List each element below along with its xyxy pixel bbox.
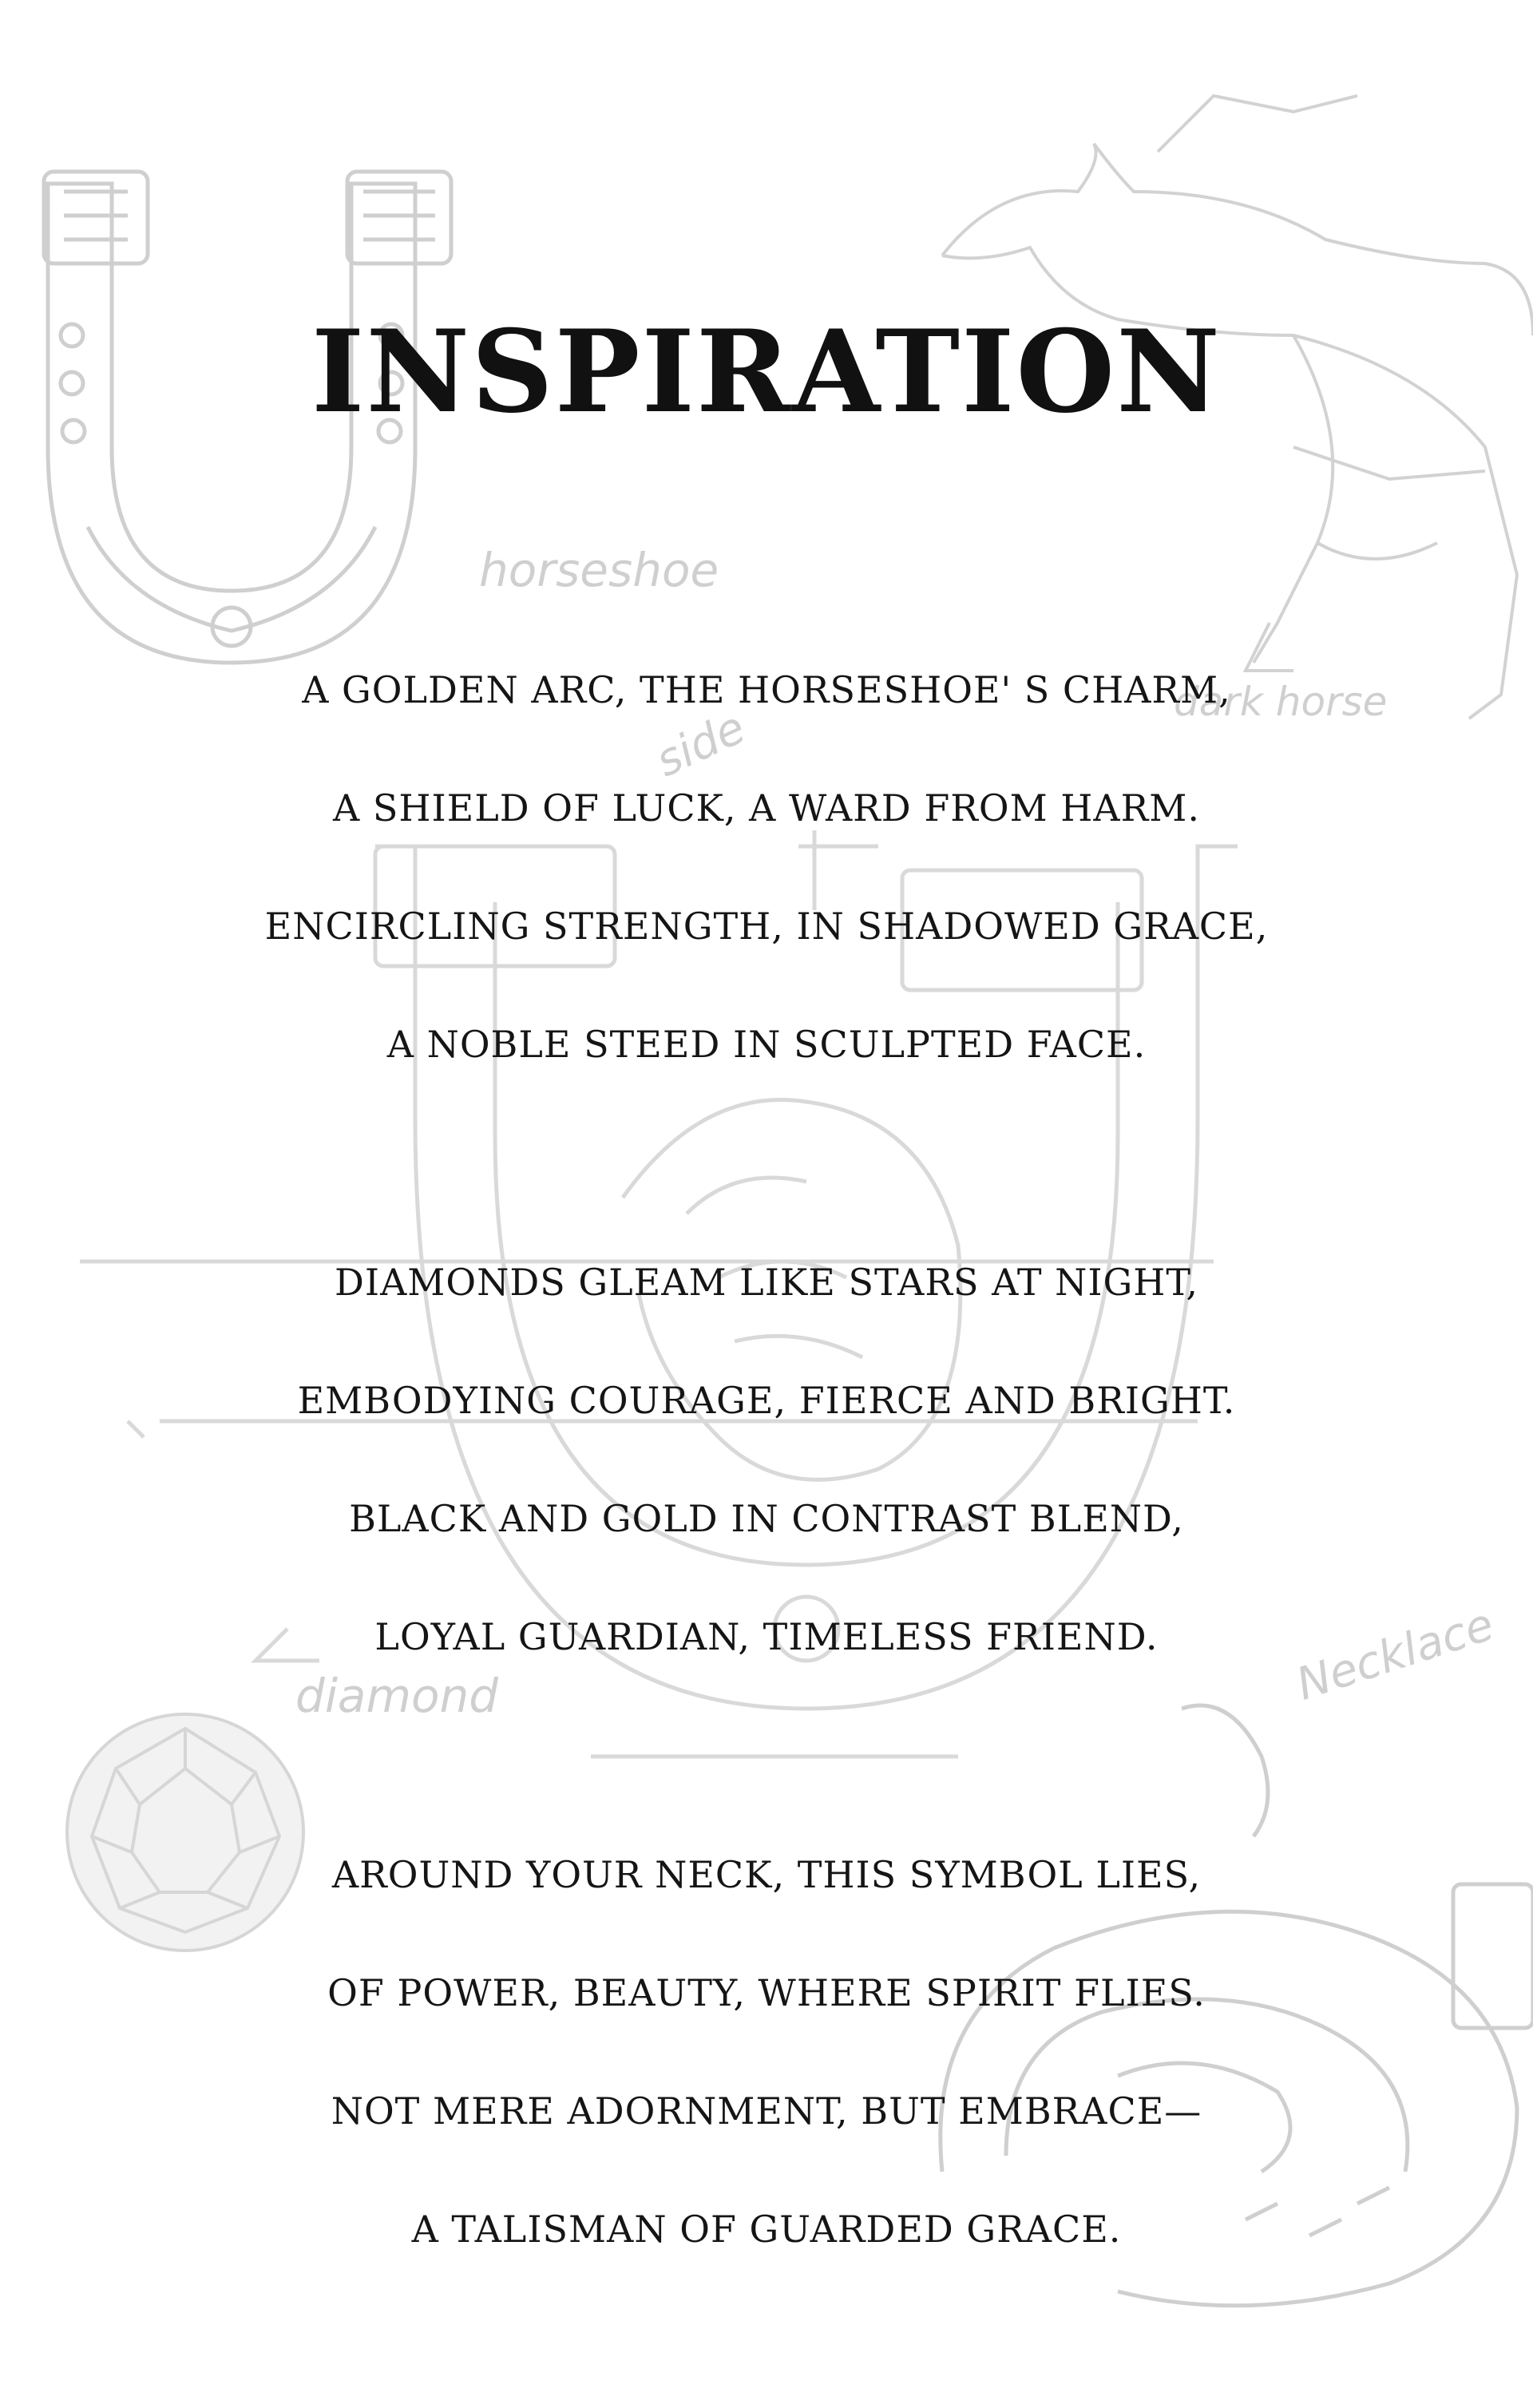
- poem-line: A TALISMAN OF GUARDED GRACE.: [411, 2208, 1122, 2251]
- poem-line: LOYAL GUARDIAN, TIMELESS FRIEND.: [374, 1615, 1159, 1658]
- stanza-3: [0, 1816, 1533, 2288]
- stanza-1: [0, 631, 1533, 1103]
- note-necklace: Necklace: [1290, 1598, 1500, 1711]
- poem-line: A NOBLE STEED IN SCULPTED FACE.: [386, 1023, 1147, 1066]
- poem-line: A GOLDEN ARC, THE HORSESHOE' S CHARM,: [302, 668, 1231, 711]
- poem-line: AROUND YOUR NECK, THIS SYMBOL LIES,: [331, 1853, 1202, 1896]
- poem: [0, 631, 1533, 2408]
- note-diamond: diamond: [295, 1669, 499, 1723]
- poem-line: OF POWER, BEAUTY, WHERE SPIRIT FLIES.: [327, 1971, 1206, 2014]
- page-title: INSPIRATION: [311, 306, 1222, 439]
- poem-line: EMBODYING COURAGE, FIERCE AND BRIGHT.: [297, 1379, 1236, 1422]
- stanza-2: [0, 1223, 1533, 1696]
- poem-line: ENCIRCLING STRENGTH, IN SHADOWED GRACE,: [264, 905, 1269, 948]
- note-side: side: [648, 701, 754, 788]
- poem-line: BLACK AND GOLD IN CONTRAST BLEND,: [349, 1497, 1184, 1540]
- poem-line: A SHIELD OF LUCK, A WARD FROM HARM.: [333, 786, 1200, 830]
- note-horseshoe: horseshoe: [479, 543, 719, 597]
- note-dark-horse: dark horse: [1174, 679, 1388, 725]
- poem-line: DIAMONDS GLEAM LIKE STARS AT NIGHT,: [335, 1261, 1198, 1304]
- poem-line: NOT MERE ADORNMENT, BUT EMBRACE—: [331, 2089, 1202, 2133]
